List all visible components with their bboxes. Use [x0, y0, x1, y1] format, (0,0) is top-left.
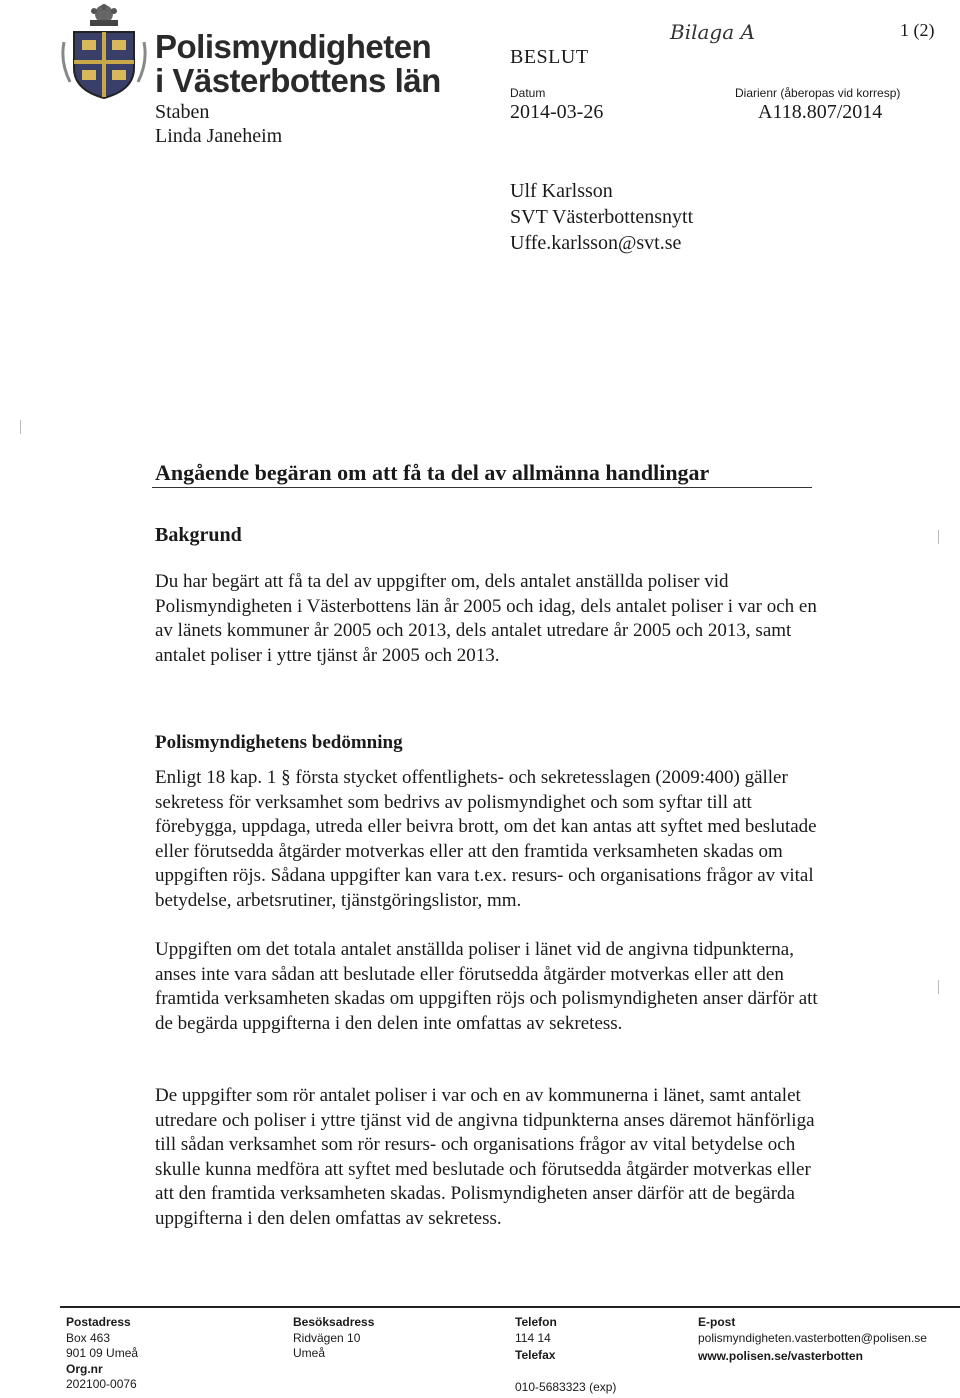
department: Staben [155, 101, 210, 123]
orgnr-label: Org.nr [66, 1361, 103, 1376]
scan-mark [938, 530, 943, 544]
fax-value: 010-5683323 (exp) [515, 1379, 617, 1394]
scan-mark [20, 420, 25, 434]
fax-label: Telefax [515, 1348, 556, 1362]
paragraph-background: Du har begärt att få ta del av uppgifter om, dels antalet anställda poliser vid Polismyndigheten i Västerbottens län år 2005 och idag, dels antalet poliser i var och en av länets kommuner år 2005 och 2013, dels antalet utredare år 2005 och 2013, samt antalet poliser i yttre tjänst år 2005 och 2013. [155, 571, 817, 666]
visit-label: Besöksadress [293, 1315, 375, 1329]
page-number: 1 (2) [900, 20, 935, 40]
recipient-address [510, 178, 693, 256]
visit-line-1: Ridvägen 10 [293, 1330, 361, 1345]
email-label: E-post [698, 1315, 736, 1329]
heading-background: Bakgrund [155, 524, 242, 546]
postal-line-1: Box 463 [66, 1330, 111, 1345]
footer-divider [60, 1306, 960, 1308]
phone-value: 114 14 [515, 1330, 551, 1345]
document-type: BESLUT [510, 46, 589, 68]
postal-label: Postadress [66, 1315, 131, 1329]
orgnr-value: 202100-0076 [66, 1377, 137, 1391]
footer-contact-column [698, 1315, 927, 1365]
attachment-label: Bilaga A [670, 20, 755, 44]
paragraph-assessment-1: Enligt 18 kap. 1 § första stycket offentlighets- och sekretesslagen (2009:400) gäller sekretess för verksamhet som bedrivs av polismyndighet och som syftar till att förebygga, uppdaga, utreda eller beivra brott, om det kan antas att syftet med beslutade eller förutsedda åtgärder motverkas eller att den framtida verksamheten skadas om uppgiften röjs. Sådana uppgifter kan vara t.ex. resurs- och organisations frågor av vital betydelse, arbetsrutiner, tjänstgöringslistor, mm. [155, 767, 817, 911]
org-name-line-2: i Västerbottens län [155, 62, 441, 99]
police-crest-icon [60, 2, 148, 100]
scan-mark [938, 980, 943, 994]
organization-name [155, 30, 441, 98]
email-value[interactable]: polismyndigheten.vasterbotten@polisen.se [698, 1330, 927, 1345]
date-label: Datum [510, 86, 546, 100]
footer-visit-column [293, 1315, 374, 1362]
document-title: Angående begäran om att få ta del av allmänna handlingar [155, 460, 710, 485]
phone-label: Telefon [515, 1315, 557, 1329]
recipient-email: Uffe.karlsson@svt.se [510, 232, 682, 254]
heading-assessment: Polismyndighetens bedömning [155, 732, 403, 753]
org-name-line-1: Polismyndigheten [155, 28, 432, 65]
visit-line-2: Umeå [293, 1346, 326, 1360]
footer-postal-column [66, 1315, 138, 1393]
recipient-name: Ulf Karlsson [510, 180, 613, 202]
paragraph-assessment-2: Uppgiften om det totala antalet anställda poliser i länet vid de angivna tidpunkterna, anses inte vara sådan att beslutade eller förutsedda åtgärder motverkas eller att den framtida verksamheten skadas om uppgiften röjs och polismyndigheten anser därför att de begärda uppgifterna i den delen inte omfattas av sekretess. [155, 939, 818, 1034]
recipient-organization: SVT Västerbottensnytt [510, 206, 694, 228]
paragraph-assessment-3: De uppgifter som rör antalet poliser i var och en av kommunerna i länet, samt antalet utredare och poliser i yttre tjänst vid de angivna tidpunkterna anses däremot hänförliga till sådan verksamhet som rör resurs- och organisations frågor av vital betydelse och skulle kunna medföra att syftet med beslutade och förutsedda åtgärder motverkas eller att den framtida verksamheten skadas. Polismyndigheten anser därför att de begärda uppgifterna i den delen omfattas av sekretess. [155, 1085, 815, 1229]
reference-number: A118.807/2014 [758, 101, 883, 123]
title-underline [152, 487, 812, 488]
handler-name: Linda Janeheim [155, 125, 283, 147]
website-link[interactable]: www.polisen.se/vasterbotten [698, 1349, 863, 1363]
date-value: 2014-03-26 [510, 101, 604, 123]
reference-number-label: Diarienr (åberopas vid korresp) [735, 86, 901, 100]
postal-line-2: 901 09 Umeå [66, 1346, 139, 1360]
footer-phone-column [515, 1315, 616, 1395]
